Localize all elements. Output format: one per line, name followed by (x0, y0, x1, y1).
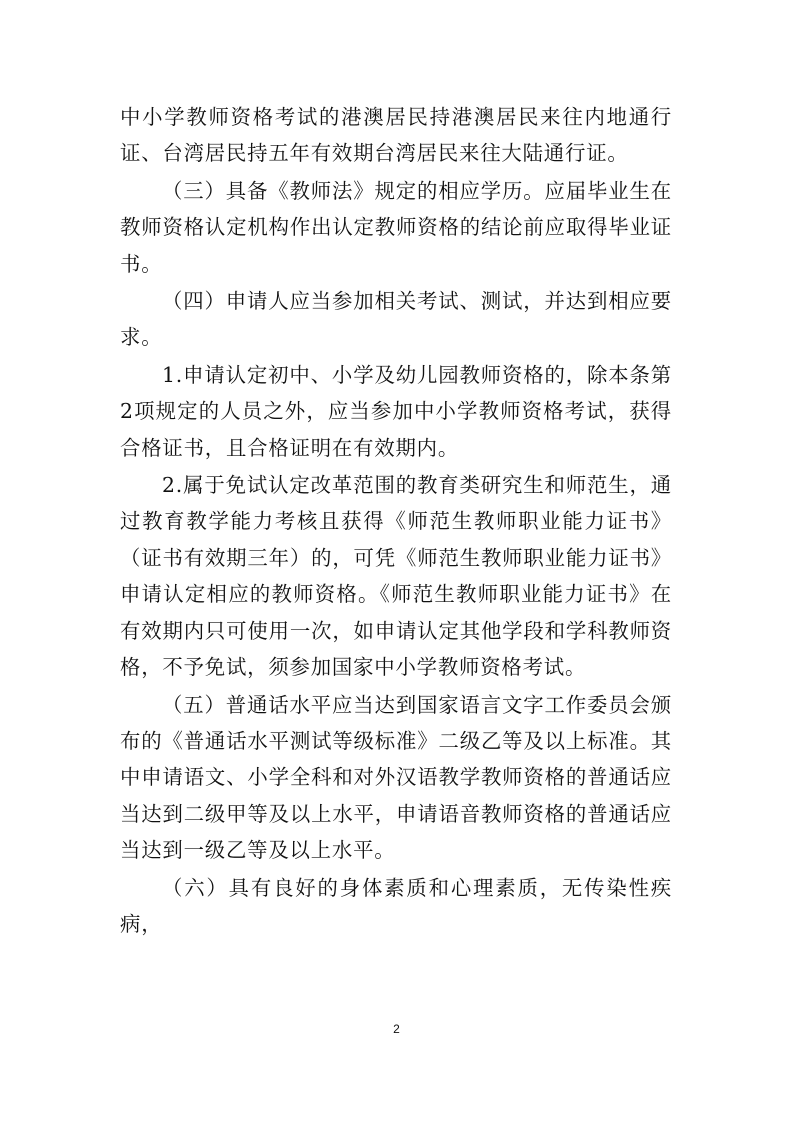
page-number: 2 (393, 1022, 400, 1036)
paragraph-continuation: 中小学教师资格考试的港澳居民持港澳居民来往内地通行证、台湾居民持五年有效期台湾居民来往大陆通行证。 (120, 105, 672, 166)
paragraph-mandarin-requirement: （五）普通话水平应当达到国家语言文字工作委员会颁布的《普通话水平测试等级标准》二级乙等及以上标准。其中申请语文、小学全科和对外汉语教学教师资格的普通话应当达到二级甲等及以上水平，申请语音教师资格的普通话应当达到一级乙等及以上水平。 (120, 692, 672, 863)
paragraph-health-requirement: （六）具有良好的身体素质和心理素质，无传染性疾病， (120, 875, 672, 936)
paragraph-exam-requirement: （四）申请人应当参加相关考试、测试，并达到相应要求。 (120, 289, 672, 350)
document-body (120, 99, 672, 942)
paragraph-item-1: 1.申请认定初中、小学及幼儿园教师资格的，除本条第2项规定的人员之外，应当参加中小学教师资格考试，获得合格证书，且合格证明在有效期内。 (120, 362, 672, 460)
paragraph-item-2: 2.属于免试认定改革范围的教育类研究生和师范生，通过教育教学能力考核且获得《师范生教师职业能力证书》（证书有效期三年）的，可凭《师范生教师职业能力证书》申请认定相应的教师资格。《师范生教师职业能力证书》在有效期内只可使用一次，如申请认定其他学段和学科教师资格，不予免试，须参加国家中小学教师资格考试。 (120, 473, 672, 680)
paragraph-education-requirement: （三）具备《教师法》规定的相应学历。应届毕业生在教师资格认定机构作出认定教师资格的结论前应取得毕业证书。 (120, 178, 672, 276)
